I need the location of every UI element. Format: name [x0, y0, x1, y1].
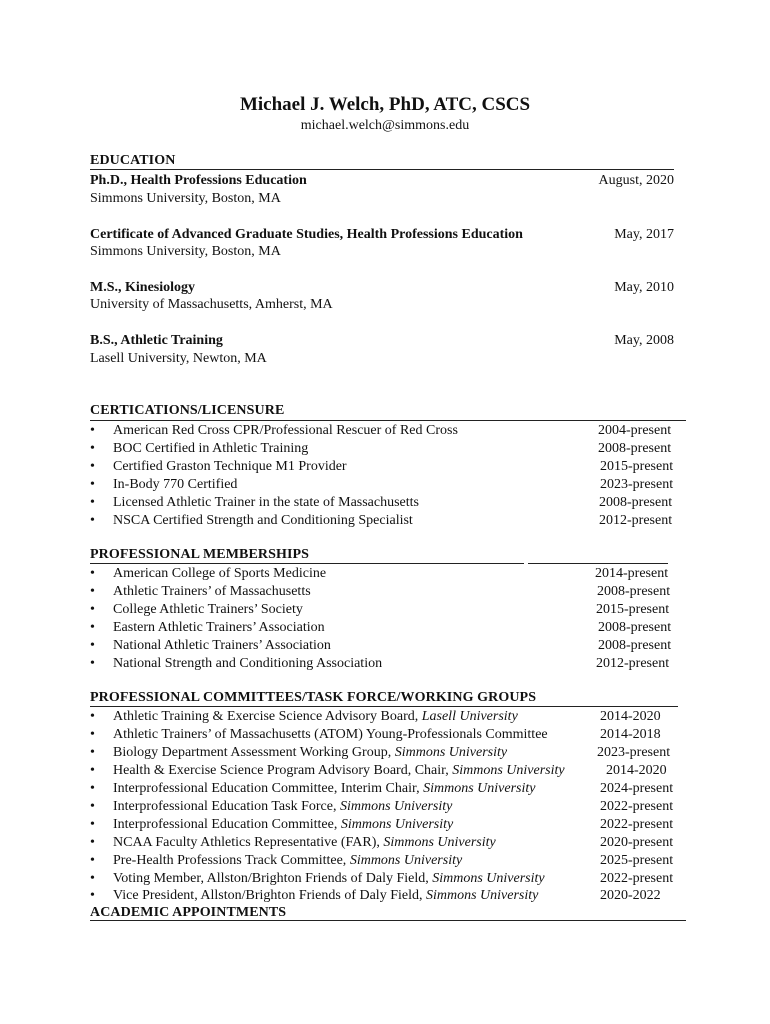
bullet-icon: •	[90, 638, 95, 653]
resume-email[interactable]: michael.welch@simmons.edu	[300, 118, 470, 133]
education-rule	[90, 169, 674, 170]
bullet-icon: •	[90, 745, 95, 760]
bullet-icon: •	[90, 495, 95, 510]
bullet-icon: •	[90, 871, 95, 886]
bullet-icon: •	[90, 853, 95, 868]
bullet-icon: •	[90, 763, 95, 778]
bullet-icon: •	[90, 727, 95, 742]
memberships-rule-right	[528, 563, 668, 564]
education-entry-4-degree: B.S., Athletic Training May, 2008	[90, 333, 674, 348]
certifications-heading: CERTICATIONS/LICENSURE	[90, 403, 285, 418]
bullet-icon: •	[90, 656, 95, 671]
bullet-icon: •	[90, 566, 95, 581]
education-entry-2-date: May, 2017	[614, 227, 674, 242]
education-entry-4-date: May, 2008	[614, 333, 674, 348]
education-entry-2-degree: Certificate of Advanced Graduate Studies, Health Professions Education May, 2017	[90, 227, 674, 242]
education-entry-1-date: August, 2020	[598, 173, 674, 188]
bullet-icon: •	[90, 584, 95, 599]
bullet-icon: •	[90, 477, 95, 492]
bullet-icon: •	[90, 781, 95, 796]
bullet-icon: •	[90, 835, 95, 850]
bullet-icon: •	[90, 817, 95, 832]
education-entry-3-degree: M.S., Kinesiology May, 2010	[90, 280, 674, 295]
education-entry-3-school: University of Massachusetts, Amherst, MA	[90, 297, 333, 312]
education-entry-3-date: May, 2010	[614, 280, 674, 295]
certifications-rule	[90, 420, 686, 421]
bullet-icon: •	[90, 441, 95, 456]
education-heading: EDUCATION	[90, 153, 176, 168]
appointments-heading: ACADEMIC APPOINTMENTS	[90, 905, 287, 920]
bullet-icon: •	[90, 423, 95, 438]
resume-name: Michael J. Welch, PhD, ATC, CSCS	[239, 94, 531, 115]
appointments-rule	[90, 920, 686, 921]
bullet-icon: •	[90, 459, 95, 474]
education-entry-2-school: Simmons University, Boston, MA	[90, 244, 281, 259]
memberships-heading: PROFESSIONAL MEMBERSHIPS	[90, 547, 310, 562]
education-entry-4-school: Lasell University, Newton, MA	[90, 351, 267, 366]
bullet-icon: •	[90, 888, 95, 903]
committees-heading: PROFESSIONAL COMMITTEES/TASK FORCE/WORKING GROUPS	[90, 690, 537, 705]
bullet-icon: •	[90, 799, 95, 814]
education-entry-1-degree: Ph.D., Health Professions Education August, 2020	[90, 173, 674, 188]
bullet-icon: •	[90, 602, 95, 617]
memberships-rule	[90, 563, 524, 564]
education-entry-1-school: Simmons University, Boston, MA	[90, 191, 281, 206]
committees-rule	[90, 706, 678, 707]
bullet-icon: •	[90, 620, 95, 635]
resume-page: Michael J. Welch, PhD, ATC, CSCS michael.welch@simmons.edu EDUCATION Ph.D., Health Professions Education August, 2020 Simmons University, Boston, MA Certificate of Advanced Graduate Studies, Health Professions Education May, 2017 Simmons University, Boston, MA M.S., Kinesiology May, 2010 University of Massachusetts, Amherst, MA B.S., Athletic Training May, 2008 Lasell University, Newton, MA CERTICATIONS/LICENSURE • American Red Cross CPR/Professional Rescuer of Red Cross 2004-present • BOC Certified in Athletic Training 2008-present • Certified Graston Technique M1 Provider 2015-present • In-Body 770 Certified 2023-present • Licensed Athletic Trainer in the state of Massachusetts 2008-present • NSCA Certified Strength and Conditioning Specialist 2012-present PROFESSIONAL MEMBERSHIPS • American College of Sports Medicine 2014-present • Athletic Trainers’ of Massachusetts 2008-present • College Athletic Trainers’ Society 2015-present • Eastern Athletic Trainers’ Association 2008-present • National Athletic Trainers’ Association 2008-present • National Strength and Conditioning Association 2012-present PROFESSIONAL COMMITTEES/TASK FORCE/WORKING GROUPS • Athletic Training & Exercise Science Advisory Board, Lasell University 2014-2020 • Athletic Trainers’ of Massachusetts (ATOM) Young-Professionals Committee 2014-2018 • Biology Department Assessment Working Group, Simmons University 2023-present • Health & Exercise Science Program Advisory Board, Chair, Simmons University 2014-2020 • Interprofessional Education Committee, Interim Chair, Simmons University 2024-present • Interprofessional Education Task Force, Simmons University 2022-present • Interprofessional Education Committee, Simmons University 2022-present • NCAA Faculty Athletics Representative (FAR), Simmons University 2020-present • Pre-Health Professions Track Committee, Simmons University 2025-present • Voting Member, Allston/Brighton Friends of Daly Field, Simmons University 2022-present • Vice President, Allston/Brighton Friends of Daly Field, Simmons University 2020-2022 ACADEMIC APPOINTMENTS	[0, 0, 770, 1024]
bullet-icon: •	[90, 513, 95, 528]
bullet-icon: •	[90, 709, 95, 724]
